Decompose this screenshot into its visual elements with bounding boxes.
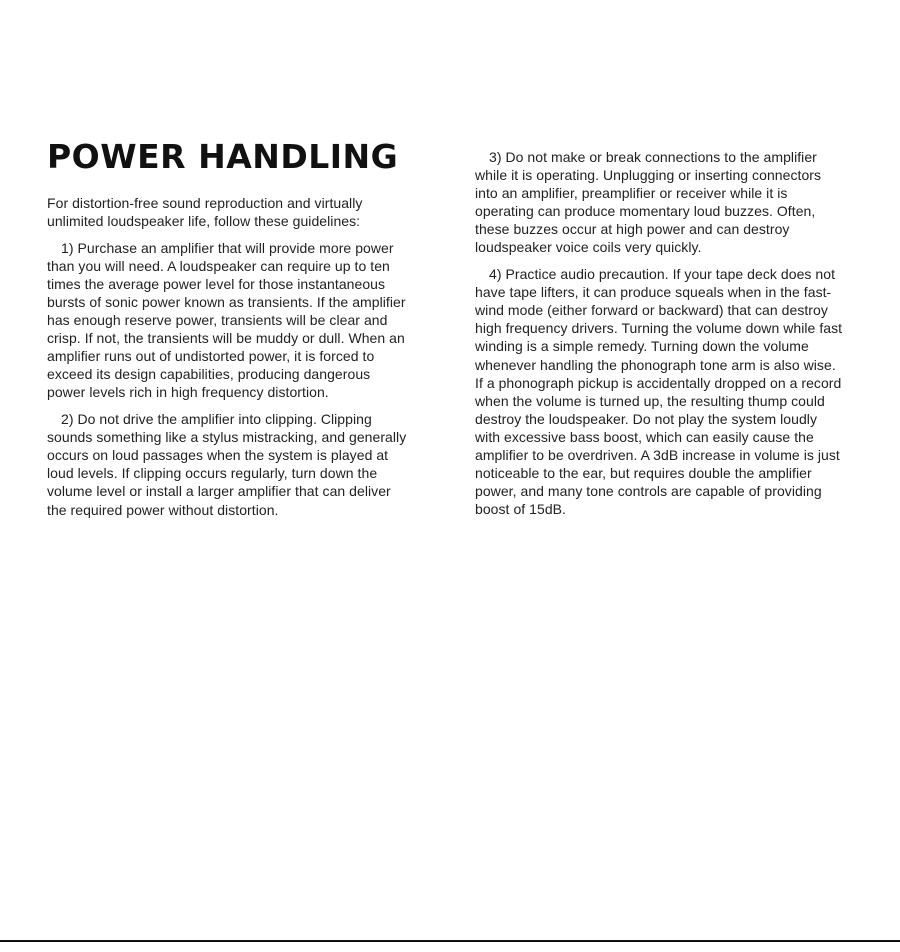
bottom-rule bbox=[0, 940, 900, 942]
guideline-4-paragraph: 4) Practice audio precaution. If your tape deck does not have tape lifters, it can produce squeals when in the fast-wind mode (either forward or backward) that can destroy high frequency drivers. Turning the volume down while fast winding is a simple remedy. Turning down the volume whenever handling the phonograph tone arm is also wise. If a phonograph pickup is accidentally dropped on a record when the volume is turned up, the resulting thump could destroy the loudspeaker. Do not play the system loudly with excessive bass boost, which can easily cause the amplifier to be overdriven. A 3dB increase in volume is just noticeable to the ear, but requires double the amplifier power, and many tone controls are capable of providing boost of 15dB. bbox=[475, 266, 843, 518]
page-title: POWER HANDLING bbox=[47, 137, 399, 176]
guideline-1-paragraph: 1) Purchase an amplifier that will provide more power than you will need. A loudspeaker can require up to ten times the average power level for those instantaneous bursts of sonic power known as transients. If the amplifier has enough reserve power, transients will be clear and crisp. If not, the transients will be muddy or dull. When an amplifier runs out of undistorted power, it is forced to exceed its design capabilities, producing dangerous power levels rich in high frequency distortion. bbox=[47, 239, 406, 401]
right-column bbox=[475, 148, 843, 527]
left-column bbox=[47, 194, 412, 527]
intro-paragraph: For distortion-free sound reproduction and virtually unlimited loudspeaker life, follow these guidelines: bbox=[47, 195, 363, 230]
guideline-2-paragraph: 2) Do not drive the amplifier into clipping. Clipping sounds something like a stylus mistracking, and generally occurs on loud passages when the system is played at loud levels. If clipping occurs regularly, turn down the volume level or install a larger amplifier that can deliver the required power without distortion. bbox=[47, 411, 407, 518]
guideline-3-paragraph: 3) Do not make or break connections to the amplifier while it is operating. Unplugging or inserting connectors into an amplifier, preamplifier or receiver while it is operating can produce momentary loud buzzes. Often, these buzzes occur at high power and can destroy loudspeaker voice coils very quickly. bbox=[475, 149, 822, 256]
